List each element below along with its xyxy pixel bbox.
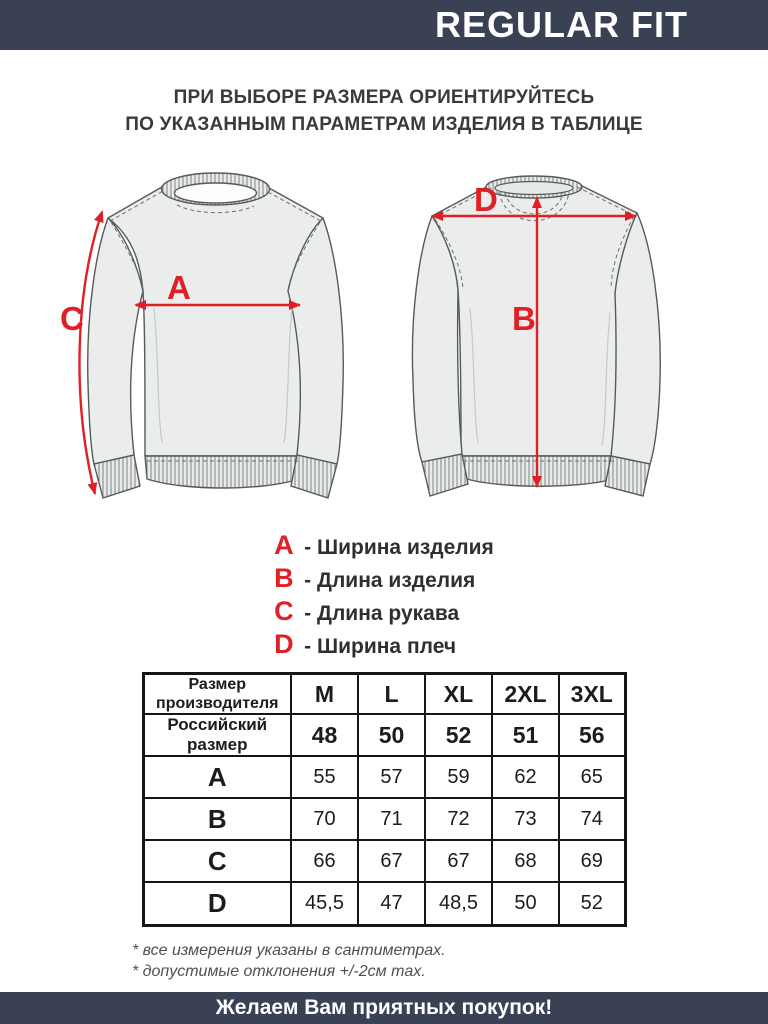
measure-letter-a: A [167, 269, 191, 306]
measure-letter-b: B [512, 300, 536, 337]
measurement-legend [274, 530, 494, 662]
russian-size-header: Российский размер [143, 714, 291, 756]
back-collar-inside [495, 182, 573, 195]
value-d-m: 45,5 [291, 882, 358, 925]
legend-text-b: - Длина изделия [304, 569, 476, 592]
footnote-tolerance: * допустимые отклонения +/-2см max. [132, 962, 426, 980]
measure-letter-d: D [474, 181, 498, 218]
value-b-l: 71 [358, 798, 425, 840]
legend-text-d: - Ширина плеч [304, 635, 457, 658]
value-c-m: 66 [291, 840, 358, 882]
value-d-2xl: 50 [492, 882, 559, 925]
header-bar [0, 0, 768, 50]
value-a-m: 55 [291, 756, 358, 798]
measure-letter-c: C [60, 300, 84, 337]
russian-size-3: 51 [492, 714, 559, 756]
legend-letter-b: B [274, 563, 294, 593]
table-row-a [143, 756, 625, 798]
subtitle-line-1: ПРИ ВЫБОРЕ РАЗМЕРА ОРИЕНТИРУЙТЕСЬ [173, 87, 595, 108]
size-m: M [291, 674, 358, 715]
footer-bar [0, 992, 768, 1024]
size-2xl: 2XL [492, 674, 559, 715]
legend-letter-d: D [274, 629, 294, 659]
value-c-xl: 67 [425, 840, 492, 882]
legend-item-d [274, 629, 494, 662]
table-row-c [143, 840, 625, 882]
legend-text-c: - Длина рукава [304, 602, 460, 625]
legend-text-a: - Ширина изделия [304, 536, 494, 559]
legend-letter-c: C [274, 596, 294, 626]
table-row-d [143, 882, 625, 925]
size-l: L [358, 674, 425, 715]
legend-letter-a: A [274, 530, 294, 560]
table-row-b [143, 798, 625, 840]
front-view-drawing [58, 158, 388, 518]
front-sweatshirt [88, 173, 344, 498]
garment-drawings [0, 158, 768, 518]
value-b-m: 70 [291, 798, 358, 840]
russian-size-1: 50 [358, 714, 425, 756]
table-row-sizes [143, 674, 625, 715]
legend-item-a [274, 530, 494, 563]
row-letter-d: D [143, 882, 291, 925]
value-c-2xl: 68 [492, 840, 559, 882]
value-a-l: 57 [358, 756, 425, 798]
value-b-xl: 72 [425, 798, 492, 840]
row-letter-a: A [143, 756, 291, 798]
value-b-3xl: 74 [559, 798, 625, 840]
value-a-2xl: 62 [492, 756, 559, 798]
page-title: REGULAR FIT [435, 4, 688, 45]
back-cuff-left-rib [422, 454, 468, 496]
back-view-drawing [400, 158, 730, 518]
footnote-units: * все измерения указаны в сантиметрах. [132, 941, 446, 959]
value-c-3xl: 69 [559, 840, 625, 882]
value-d-l: 47 [358, 882, 425, 925]
footer-message: Желаем Вам приятных покупок! [215, 996, 553, 1019]
table-row-russian-sizes [143, 714, 625, 756]
back-cuff-right-rib [605, 456, 650, 496]
value-d-3xl: 52 [559, 882, 625, 925]
value-a-xl: 59 [425, 756, 492, 798]
legend-item-c [274, 596, 494, 629]
russian-size-0: 48 [291, 714, 358, 756]
value-b-2xl: 73 [492, 798, 559, 840]
row-letter-b: B [143, 798, 291, 840]
size-table [142, 672, 627, 927]
value-a-3xl: 65 [559, 756, 625, 798]
value-d-xl: 48,5 [425, 882, 492, 925]
russian-size-2: 52 [425, 714, 492, 756]
legend-item-b [274, 563, 494, 596]
front-collar-opening [175, 183, 257, 203]
size-3xl: 3XL [559, 674, 625, 715]
subtitle [0, 84, 768, 138]
value-c-l: 67 [358, 840, 425, 882]
manufacturer-size-header: Размер производителя [143, 674, 291, 715]
footnotes [132, 940, 768, 982]
row-letter-c: C [143, 840, 291, 882]
size-xl: XL [425, 674, 492, 715]
russian-size-4: 56 [559, 714, 625, 756]
subtitle-line-2: ПО УКАЗАННЫМ ПАРАМЕТРАМ ИЗДЕЛИЯ В ТАБЛИЦЕ [125, 114, 643, 135]
